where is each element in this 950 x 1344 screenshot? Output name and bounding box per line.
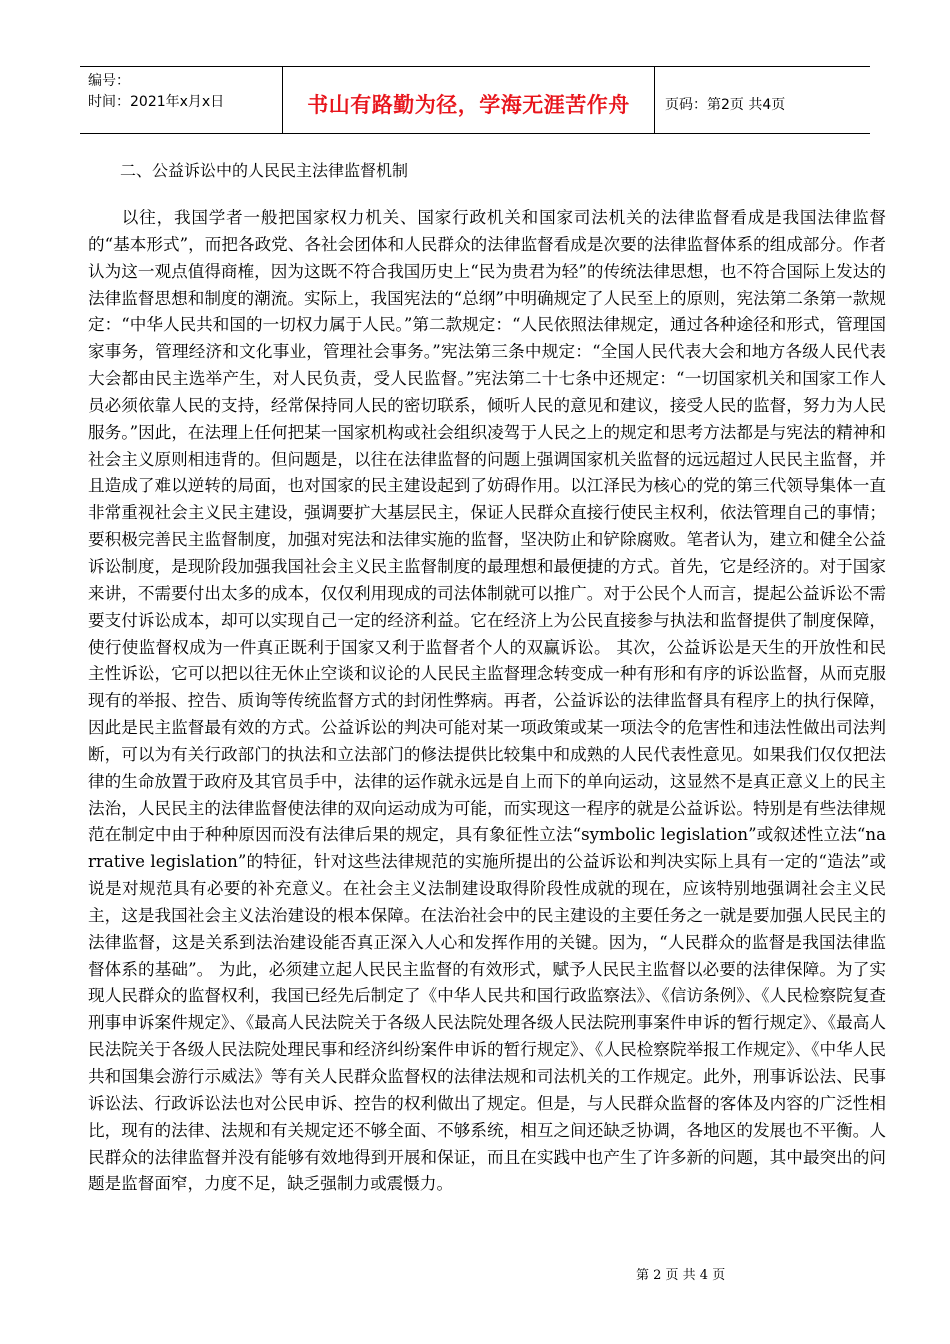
document-date: 时间：2021年x月x日 (88, 94, 225, 110)
body-paragraph (88, 205, 886, 1198)
header-page-info-cell (655, 67, 870, 133)
section-heading: 二、公益诉讼中的人民民主法律监督机制 (120, 161, 409, 180)
header-motto: 书山有路勤为径，学海无涯苦作舟 (307, 93, 630, 117)
header-meta (80, 67, 283, 133)
header-page-info: 页码：第2页 共4页 (665, 97, 786, 113)
document-code-label: 编号： (88, 73, 130, 89)
header-motto-cell (283, 67, 655, 133)
page-footer: 第 2 页 共 4 页 (636, 1268, 726, 1283)
page-header (80, 66, 870, 134)
body-paragraph-text: 以往，我国学者一般把国家权力机关、国家行政机关和国家司法机关的法律监督看成是我国法律监督的“基本形式”，而把各政党、各社会团体和人民群众的法律监督看成是次要的法律监督体系的组成部分。作者认为这一观点值得商榷，因为这既不符合我国历史上“民为贵君为轻”的传统法律思想，也不符合国际上发达的法律监督思想和制度的潮流。实际上，我国宪法的“总纲”中明确规定了人民至上的原则，宪法第二条第一款规定：“中华人民共和国的一切权力属于人民。”第二款规定：“人民依照法律规定，通过各种途径和形式，管理国家事务，管理经济和文化事业，管理社会事务。”宪法第三条中规定：“全国人民代表大会和地方各级人民代表大会都由民主选举产生，对人民负责，受人民监督。”宪法第二十七条中还规定：“一切国家机关和国家工作人员必须依靠人民的支持，经常保持同人民的密切联系，倾听人民的意见和建议，接受人民的监督，努力为人民服务。”因此，在法理上任何把某一国家机构或社会组织凌驾于人民之上的规定和思考方法都是与宪法的精神和社会主义原则相违背的。但问题是，以往在法律监督的问题上强调国家机关监督的远远超过人民民主监督，并且造成了难以逆转的局面，也对国家的民主建设起到了妨碍作用。以江泽民为核心的党的第三代领导集体一直非常重视社会主义民主建设，强调要扩大基层民主，保证人民群众直接行使民主权利，依法管理自己的事情；要积极完善民主监督制度，加强对宪法和法律实施的监督，坚决防止和铲除腐败。笔者认为，建立和健全公益诉讼制度，是现阶段加强我国社会主义民主监督制度的最理想和最便捷的方式。首先，它是经济的。对于国家来讲，不需要付出太多的成本，仅仅利用现成的司法体制就可以推广。对于公民个人而言，提起公益诉讼不需要支付诉讼成本，却可以实现自己一定的经济利益。它在经济上为公民直接参与执法和监督提供了制度保障，使行使监督权成为一件真正既利于国家又利于监督者个人的双赢诉讼。 其次，公益诉讼是天生的开放性和民主性诉讼，它可以把以往无休止空谈和议论的人民民主监督理念转变成一种有形和有序的诉讼监督，从而克服现有的举报、控告、质询等传统监督方式的封闭性弊病。再者，公益诉讼的法律监督具有程序上的执行保障，因此是民主监督最有效的方式。公益诉讼的判决可能对某一项政策或某一项法令的危害性和违法性做出司法判断，可以为有关行政部门的执法和立法部门的修法提供比较集中和成熟的人民代表性意见。如果我们仅仅把法律的生命放置于政府及其官员手中，法律的运作就永远是自上而下的单向运动，这显然不是真正意义上的民主法治，人民民主的法律监督使法律的双向运动成为可能，而实现这一程序的就是公益诉讼。特别是有些法律规范在制定中由于种种原因而没有法律后果的规定，具有象征性立法“symbolic legislation”或叙述性立法“narrative legislation”的特征，针对这些法律规范的实施所提出的公益诉讼和判决实际上具有一定的“造法”或说是对规范具有必要的补充意义。在社会主义法制建设取得阶段性成就的现在，应该特别地强调社会主义民主，这是我国社会主义法治建设的根本保障。在法治社会中的民主建设的主要任务之一就是要加强人民民主的法律监督，这是关系到法治建设能否真正深入人心和发挥作用的关键。因为，“人民群众的监督是我国法律监督体系的基础”。 为此，必须建立起人民民主监督的有效形式，赋予人民民主监督以必要的法律保障。为了实现人民群众的监督权利，我国已经先后制定了《中华人民共和国行政监察法》、《信访条例》、《人民检察院复查刑事申诉案件规定》、《最高人民法院关于各级人民法院处理各级人民法院刑事案件申诉的暂行规定》、《最高人民法院关于各级人民法院处理民事和经济纠纷案件申诉的暂行规定》、《人民检察院举报工作规定》、《中华人民共和国集会游行示威法》等有关人民群众监督权的法律法规和司法机关的工作规定。此外，刑事诉讼法、民事诉讼法、行政诉讼法也对公民申诉、控告的权利做出了规定。但是，与人民群众监督的客体及内容的广泛性相比，现有的法律、法规和有关规定还不够全面、不够系统，相互之间还缺乏协调，各地区的发展也不平衡。人民群众的法律监督并没有能够有效地得到开展和保证，而且在实践中也产生了许多新的问题，其中最突出的问题是监督面窄，力度不足，缺乏强制力或震慑力。 (88, 208, 886, 1194)
